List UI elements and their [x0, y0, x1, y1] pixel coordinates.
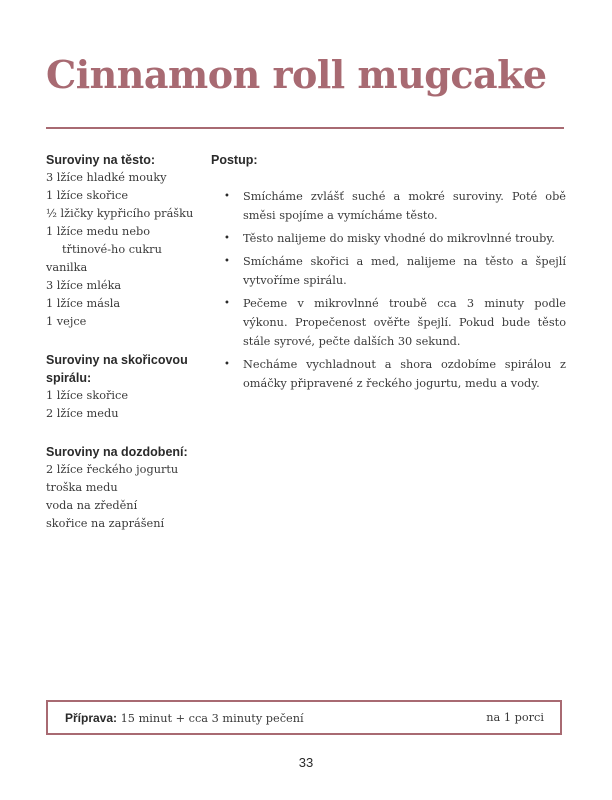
ingredients-column	[46, 151, 196, 533]
ingredient-item: vanilka	[46, 261, 88, 274]
recipe-title: Cinnamon roll mugcake	[46, 52, 547, 97]
step-text: Těsto nalijeme do misky vhodné do mikrovlnné trouby.	[243, 232, 555, 245]
spiral-ingredients-list	[46, 387, 196, 423]
ingredient-item: voda na zředění	[46, 499, 138, 512]
prep-value: 15 minut + cca 3 minuty pečení	[117, 712, 304, 725]
procedure-step	[211, 294, 566, 351]
ingredient-item: 1 lžíce skořice	[46, 189, 129, 202]
dough-heading: Suroviny na těsto:	[46, 153, 156, 167]
bullet-icon: •	[224, 233, 230, 244]
bullet-icon: •	[224, 256, 230, 267]
step-text: Smícháme skořici a med, nalijeme na těsto a špejlí vytvoříme spirálu.	[243, 255, 566, 287]
procedure-step	[211, 355, 566, 393]
prep-time	[65, 711, 304, 725]
prep-label: Příprava:	[65, 711, 118, 725]
spiral-heading: Suroviny na skořicovou spirálu:	[46, 353, 188, 385]
page-number: 33	[298, 755, 314, 770]
servings: na 1 porci	[486, 711, 544, 724]
procedure-step	[211, 252, 566, 290]
ingredient-item: ½ lžičky kypřicího prášku	[46, 207, 194, 220]
procedure-step	[211, 187, 566, 225]
procedure-heading: Postup:	[211, 153, 258, 167]
procedure-step	[211, 229, 566, 248]
title-divider	[46, 127, 564, 129]
dough-ingredients-list	[46, 169, 196, 331]
procedure-steps-list	[211, 187, 566, 393]
bullet-icon: •	[224, 298, 230, 309]
ingredient-item: 2 lžíce řeckého jogurtu	[46, 463, 179, 476]
ingredient-item: 1 lžíce medu nebo třtinové-ho cukru	[46, 225, 162, 256]
ingredient-item: 3 lžíce hladké mouky	[46, 171, 167, 184]
bullet-icon: •	[224, 191, 230, 202]
ingredient-item: troška medu	[46, 481, 118, 494]
procedure-column	[211, 151, 566, 397]
step-text: Necháme vychladnout a shora ozdobíme spirálou z omáčky připravené z řeckého jogurtu, medu a vody.	[243, 358, 566, 390]
ingredient-item: 1 vejce	[46, 315, 87, 328]
ingredient-item: skořice na zaprášení	[46, 517, 165, 530]
step-text: Pečeme v mikrovlnné troubě cca 3 minuty podle výkonu. Propečenost ověřte špejlí. Pokud bude těsto stále syrové, pečte dalších 30 sekund.	[243, 297, 566, 348]
prep-info-box	[46, 700, 562, 735]
ingredient-item: 2 lžíce medu	[46, 407, 119, 420]
ingredient-item: 1 lžíce skořice	[46, 389, 129, 402]
ingredient-item: 1 lžíce másla	[46, 297, 121, 310]
decoration-heading: Suroviny na dozdobení:	[46, 445, 188, 459]
bullet-icon: •	[224, 359, 230, 370]
decoration-ingredients-list	[46, 461, 196, 533]
step-text: Smícháme zvlášť suché a mokré suroviny. Poté obě směsi spojíme a vymícháme těsto.	[243, 190, 566, 222]
ingredient-item: 3 lžíce mléka	[46, 279, 122, 292]
